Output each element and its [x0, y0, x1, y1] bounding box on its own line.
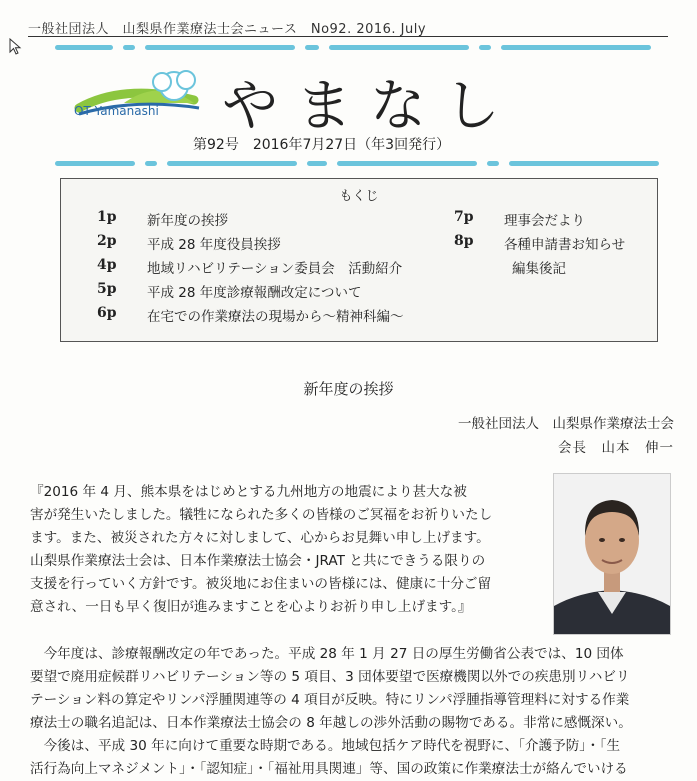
- toc-item[interactable]: [97, 209, 228, 229]
- toc-item-label: 地域リハビリテーション委員会 活動紹介: [147, 261, 403, 277]
- author-name: 会長 山本 伸一: [558, 440, 674, 456]
- toc-item[interactable]: [97, 281, 362, 301]
- toc-page-number: 6p: [97, 305, 117, 321]
- issue-info: 第92号 2016年7月27日（年3回発行）: [193, 137, 451, 153]
- toc-item-label: 新年度の挨拶: [147, 213, 228, 229]
- toc-item[interactable]: [97, 257, 403, 277]
- decorative-dash-row-top: [55, 44, 675, 50]
- toc-title: もくじ: [339, 189, 379, 204]
- toc-item[interactable]: [97, 305, 404, 325]
- body-line: 今後は、平成 30 年に向けて重要な時期である。地域包括ケア時代を視野に、「介護予防」・「生: [30, 738, 621, 754]
- quote-line: 意され、一日も早く復旧が進みますことを心よりお祈り申し上げます。』: [30, 599, 472, 615]
- author-photo: [553, 473, 671, 635]
- toc-page-number: 1p: [97, 209, 117, 225]
- toc-page-number: 4p: [97, 257, 117, 273]
- toc-item-label: 平成 28 年度診療報酬改定について: [147, 285, 362, 301]
- header-rule: [28, 36, 668, 37]
- article-title: 新年度の挨拶: [303, 380, 394, 398]
- toc-item[interactable]: [97, 233, 281, 253]
- quote-line: 害が発生いたしました。犠牲になられた多くの皆様のご冥福をお祈りいたし: [30, 507, 493, 523]
- body-line: 療法士の職名追記は、日本作業療法士協会の 8 年越しの渉外活動の賜物である。非常に感慨深い。: [30, 715, 632, 731]
- quote-line: 山梨県作業療法士会は、日本作業療法士協会・JRAT と共にできうる限りの: [30, 553, 486, 569]
- quote-line: ます。また、被災された方々に対しまして、心からお見舞い申し上げます。: [30, 530, 490, 546]
- newsletter-header: 一般社団法人 山梨県作業療法士会ニュース No92. 2016. July: [28, 22, 427, 37]
- table-of-contents: [60, 178, 658, 342]
- quote-line: 支援を行っていく方針です。被災地にお住まいの皆様には、健康に十分ご留: [30, 576, 492, 592]
- body-line: 要望で廃用症候群リハビリテーション等の 5 項目、3 団体要望で医療機関以外での疾患別リハビリ: [30, 669, 630, 685]
- toc-page-number: 8p: [454, 233, 474, 249]
- mouse-cursor-icon: [9, 38, 23, 56]
- body-line: テーション料の算定やリンパ浮腫関連等の 4 項目が反映。特にリンパ浮腫指導管理料に対する作業: [30, 692, 630, 708]
- toc-page-number: 7p: [454, 209, 474, 225]
- toc-item-label: 在宅での作業療法の現場から～精神科編～: [147, 309, 404, 325]
- ot-yamanashi-logo: [74, 68, 214, 128]
- article-body: [30, 643, 675, 781]
- toc-page-number: 2p: [97, 233, 117, 249]
- toc-item[interactable]: [454, 209, 585, 229]
- quote-line: 『2016 年 4 月、熊本県をはじめとする九州地方の地震により甚大な被: [30, 484, 467, 500]
- toc-page-number: 5p: [97, 281, 117, 297]
- toc-item-label: 各種申請書お知らせ: [504, 237, 626, 253]
- newsletter-title: やまなし: [222, 74, 518, 139]
- toc-item-label: 理事会だより: [504, 213, 585, 229]
- body-line: 今年度は、診療報酬改定の年であった。平成 28 年 1 月 27 日の厚生労働省公表では、10 団体: [30, 646, 624, 662]
- logo-text: OT Yamanashi: [74, 104, 159, 118]
- body-line: 活行為向上マネジメント」・「認知症」・「福祉用具関連」等、国の政策に作業療法士が絡んでいける: [30, 761, 628, 777]
- toc-item-label: 平成 28 年度役員挨拶: [147, 237, 281, 253]
- article-quote: [30, 481, 540, 619]
- toc-item-label: 編集後記: [512, 261, 566, 277]
- decorative-dash-row-bottom: [55, 160, 675, 166]
- author-organization: 一般社団法人 山梨県作業療法士会: [458, 416, 674, 432]
- toc-item[interactable]: [454, 233, 626, 253]
